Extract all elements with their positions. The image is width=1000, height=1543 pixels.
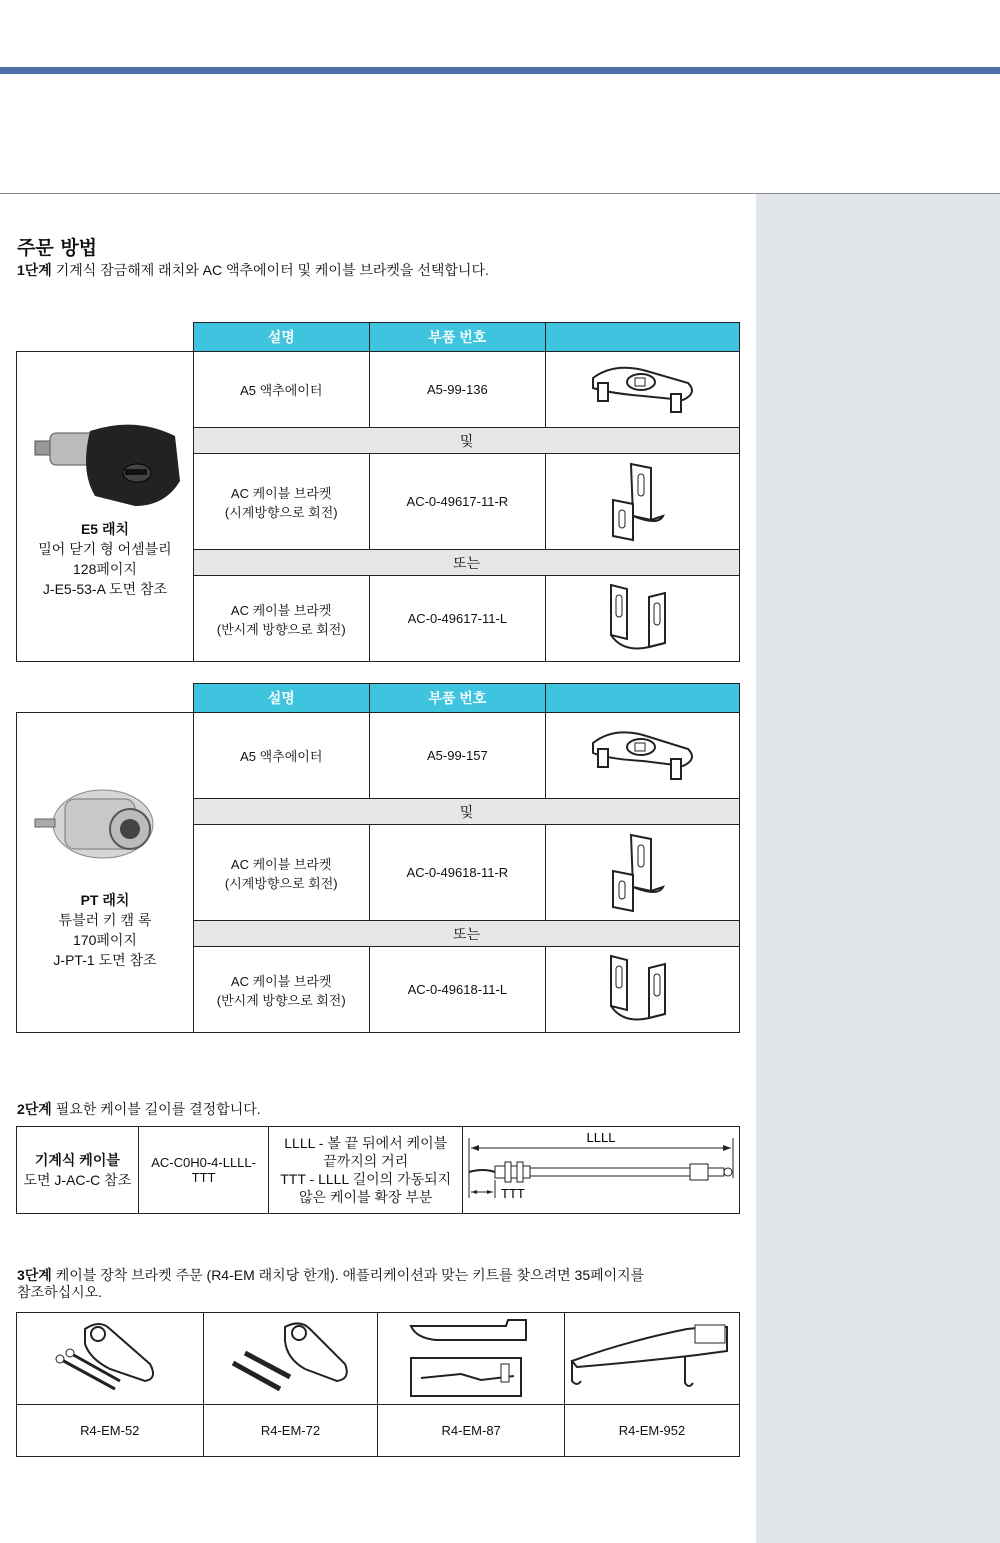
bracket-ccw-icon — [603, 581, 683, 657]
row1-part: A5-99-136 — [369, 352, 546, 428]
cable-part: AC-C0H0-4-LLLL-TTT — [138, 1127, 269, 1214]
header-image — [546, 684, 740, 713]
cable-diagram-cell — [462, 1127, 739, 1214]
actuator-image-cell — [546, 352, 740, 428]
bracket-ccw-image-cell — [546, 947, 740, 1033]
section-title: 주문 방법 — [17, 237, 98, 259]
separator-or: 또는 — [193, 921, 739, 947]
bracket-ccw-image-cell — [546, 576, 740, 662]
kit-part-3: R4-EM-87 — [378, 1405, 565, 1457]
row2-part: AC-0-49618-11-R — [369, 825, 546, 921]
dim-t-label: TTT — [500, 1186, 525, 1201]
row2-part: AC-0-49617-11-R — [369, 454, 546, 550]
row3-desc: AC 케이블 브라켓 (반시계 방향으로 회전) — [193, 576, 369, 662]
actuator-icon — [583, 358, 703, 422]
step1-text: 1단계 기계식 잠금해제 래치와 AC 액추에이터 및 케이블 브라켓을 선택합니다. — [17, 262, 489, 278]
kit-image-1 — [17, 1313, 204, 1405]
row1-desc: A5 액추에이터 — [193, 352, 369, 428]
e5-latch-image — [25, 411, 185, 511]
kit-table — [16, 1312, 740, 1457]
header-image — [546, 323, 740, 352]
row2-desc: AC 케이블 브라켓 (시계방향으로 회전) — [193, 454, 369, 550]
row1-desc: A5 액추에이터 — [193, 713, 369, 799]
latch-e5-desc: 밀어 닫기 형 어셈블리 — [38, 541, 172, 557]
latch-pt-cell — [17, 713, 194, 1033]
latch-pt-drawing: J-PT-1 도면 참조 — [53, 952, 157, 968]
kit-image-4 — [565, 1313, 740, 1405]
bracket-cw-image-cell — [546, 825, 740, 921]
cable-table — [16, 1126, 740, 1214]
cable-name-cell: 기계식 케이블 도면 J-AC-C 참조 — [17, 1127, 139, 1214]
actuator-icon — [583, 721, 703, 791]
kit-52-icon — [50, 1319, 170, 1399]
kit-part-1: R4-EM-52 — [17, 1405, 204, 1457]
row1-part: A5-99-157 — [369, 713, 546, 799]
latch-e5-name: E5 래치 — [80, 521, 129, 537]
row3-part: AC-0-49618-11-L — [369, 947, 546, 1033]
separator-and: 및 — [193, 428, 739, 454]
latch-table-e5 — [16, 322, 740, 662]
latch-pt-desc: 튜블러 키 캠 록 — [58, 912, 152, 928]
cable-diagram — [465, 1128, 737, 1212]
header-accent-bar — [0, 67, 1000, 74]
row3-desc: AC 케이블 브라켓 (반시계 방향으로 회전) — [193, 947, 369, 1033]
row3-part: AC-0-49617-11-L — [369, 576, 546, 662]
pt-latch-image — [25, 774, 185, 884]
header-part-number: 부품 번호 — [369, 684, 546, 713]
latch-e5-page: 128페이지 — [73, 561, 137, 577]
bracket-cw-icon — [603, 460, 683, 544]
kit-87-icon — [406, 1318, 536, 1400]
row2-desc: AC 케이블 브라켓 (시계방향으로 회전) — [193, 825, 369, 921]
kit-image-2 — [203, 1313, 378, 1405]
latch-pt-page: 170페이지 — [73, 932, 137, 948]
step3-text: 3단계 케이블 장착 브라켓 주문 (R4-EM 래치당 한개). 애플리케이션과 맞는 키트를 찾으려면 35페이지를 참조하십시오. — [17, 1267, 645, 1300]
header-description: 설명 — [193, 323, 369, 352]
latch-pt-name: PT 래치 — [80, 892, 130, 908]
latch-e5-cell — [17, 352, 194, 662]
kit-part-4: R4-EM-952 — [565, 1405, 740, 1457]
bracket-cw-icon — [603, 831, 683, 915]
kit-72-icon — [225, 1319, 355, 1399]
cable-desc: LLLL - 볼 끝 뒤에서 케이블 끝까지의 거리 TTT - LLLL 길이의 가동되지 않은 케이블 확장 부분 — [269, 1127, 463, 1214]
separator-or: 또는 — [193, 550, 739, 576]
kit-part-2: R4-EM-72 — [203, 1405, 378, 1457]
kit-image-3 — [378, 1313, 565, 1405]
header-part-number: 부품 번호 — [369, 323, 546, 352]
dim-l-label: LLLL — [586, 1130, 616, 1145]
bracket-ccw-icon — [603, 952, 683, 1028]
latch-e5-drawing: J-E5-53-A 도면 참조 — [42, 581, 168, 597]
actuator-image-cell — [546, 713, 740, 799]
latch-table-pt — [16, 683, 740, 1033]
header-description: 설명 — [193, 684, 369, 713]
separator-and: 및 — [193, 799, 739, 825]
bracket-cw-image-cell — [546, 454, 740, 550]
step2-text: 2단계 필요한 케이블 길이를 결정합니다. — [17, 1101, 261, 1117]
kit-952-icon — [567, 1321, 737, 1397]
side-panel — [756, 194, 1000, 1543]
